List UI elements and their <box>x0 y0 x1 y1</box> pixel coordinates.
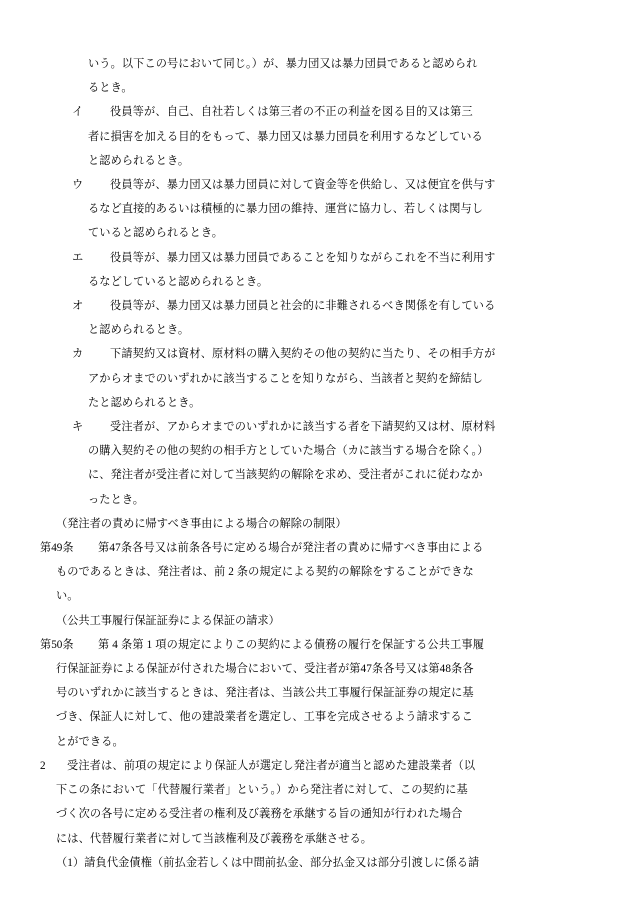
text-line: 下この条において「代替履行業者」という。）から発注者に対して、この契約に基 <box>56 784 468 797</box>
section-heading-49 <box>40 512 590 536</box>
text-line: の購入契約その他の契約の相手方としていた場合（カに該当する場合を除く。） <box>88 445 489 458</box>
list-item-ka <box>40 342 590 415</box>
item-marker: ウ <box>72 179 84 192</box>
list-item-o <box>40 294 590 342</box>
text-line: い。 <box>56 590 79 603</box>
text-line: いう。以下この号において同じ。）が、暴力団又は暴力団員であると認められ <box>88 58 478 70</box>
text-line: 号のいずれかに該当するときは、発注者は、当該公共工事履行保証証券の規定に基 <box>56 687 474 700</box>
item-marker: カ <box>72 348 84 361</box>
text-line: 役員等が、自己、自社若しくは第三者の不正の利益を図る目的又は第三 <box>110 106 473 119</box>
text-line: るとき。 <box>88 82 133 95</box>
text-line: ていると認められるとき。 <box>88 227 224 240</box>
article-number: 第49条 <box>40 542 74 555</box>
numbered-item-1 <box>40 851 590 875</box>
text-line: ったとき。 <box>88 493 144 506</box>
text-line: 受注者は、前項の規定により保証人が選定し発注者が適当と認めた建設業者（以 <box>67 759 476 772</box>
heading-text: （発注者の責めに帰すべき事由による場合の解除の制限） <box>56 517 347 530</box>
text-line: 役員等が、暴力団又は暴力団員に対して資金等を供給し、又は便宜を供与す <box>110 179 496 192</box>
text-line: に、発注者が受注者に対して当該契約の解除を求め、受注者がこれに従わなか <box>88 469 483 482</box>
paragraph-2 <box>40 754 590 851</box>
article-number: 第50条 <box>40 638 74 651</box>
text-line: るなど直接的あるいは積極的に暴力団の維持、運営に協力し、若しくは関与し <box>88 203 484 216</box>
text-line: （1）請負代金債権（前払金若しくは中間前払金、部分払金又は部分引渡しに係る請 <box>56 856 480 869</box>
item-marker: キ <box>72 421 84 434</box>
item-marker: オ <box>72 300 84 313</box>
text-line: 下請契約又は資材、原材料の購入契約その他の契約に当たり、その相手方が <box>110 348 496 361</box>
text-line: と認められるとき。 <box>88 324 190 337</box>
article-49 <box>40 536 590 609</box>
text-line: づく次の各号に定める受注者の権利及び義務を承継する旨の通知が行われた場合 <box>56 808 463 821</box>
article-50 <box>40 633 590 754</box>
section-heading-50 <box>40 609 590 633</box>
text-line: とができる。 <box>56 735 124 748</box>
text-line: づき、保証人に対して、他の建設業者を選定し、工事を完成させるよう請求するこ <box>56 711 473 724</box>
text-line: 者に損害を加える目的をもって、暴力団又は暴力団員を利用するなどしている <box>88 130 483 143</box>
text-line: 第47条各号又は前条各号に定める場合が発注者の責めに帰すべき事由による <box>98 542 484 555</box>
text-line: 受注者が、アからオまでのいずれかに該当する者を下請契約又は材、原材料 <box>110 421 496 434</box>
text-line: るなどしていると認められるとき。 <box>88 275 269 288</box>
text-block-continuation <box>40 52 590 100</box>
text-line: と認められるとき。 <box>88 154 190 167</box>
item-marker: エ <box>72 251 84 264</box>
text-line: 第 4 条第 1 項の規定によりこの契約による債務の履行を保証する公共工事履 <box>98 638 485 651</box>
heading-text: （公共工事履行保証証券による保証の請求） <box>56 614 280 627</box>
text-line: 役員等が、暴力団又は暴力団員であることを知りながらこれを不当に利用す <box>110 251 496 264</box>
text-line: 行保証証券による保証が付された場合において、受注者が第47条各号又は第48条各 <box>56 663 474 676</box>
list-item-u <box>40 173 590 246</box>
paragraph-number: 2 <box>40 759 46 772</box>
text-line: たと認められるとき。 <box>88 396 201 409</box>
text-line: ものであるときは、発注者は、前 2 条の規定による契約の解除をすることができな <box>56 566 474 579</box>
item-marker: イ <box>72 106 84 119</box>
text-line: アからオまでのいずれかに該当することを知りながら、当該者と契約を締結し <box>88 372 484 385</box>
text-line: には、代替履行業者に対して当該権利及び義務を承継させる。 <box>56 832 373 845</box>
list-item-e <box>40 246 590 294</box>
list-item-i <box>40 100 590 173</box>
list-item-ki <box>40 415 590 512</box>
text-line: 役員等が、暴力団又は暴力団員と社会的に非難されるべき関係を有している <box>110 300 496 313</box>
